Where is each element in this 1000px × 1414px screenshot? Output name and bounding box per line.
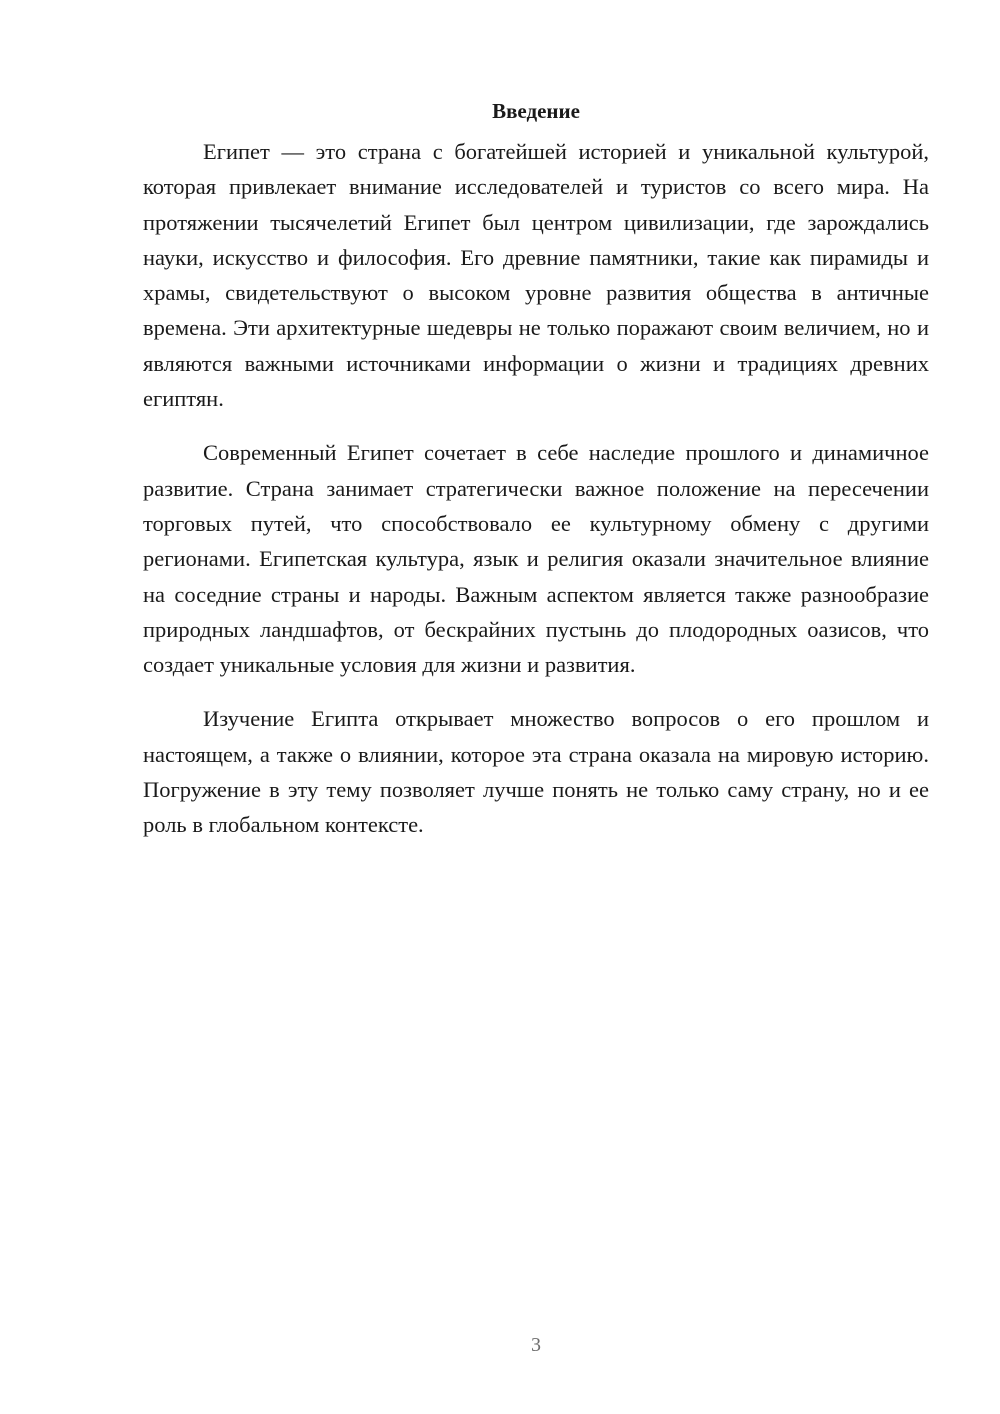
page-content xyxy=(143,96,929,862)
paragraph-2: Современный Египет сочетает в себе наследие прошлого и динамичное развитие. Страна занимает стратегически важное положение на пересечении торговых путей, что способствовало ее культурному обмену с другими регионами. Египетская культура, язык и религия оказали значительное влияние на соседние страны и народы. Важным аспектом является также разнообразие природных ландшафтов, от бескрайних пустынь до плодородных оазисов, что создает уникальные условия для жизни и развития. xyxy=(143,440,929,678)
paragraph-3: Изучение Египта открывает множество вопросов о его прошлом и настоящем, а также о влиянии, которое эта страна оказала на мировую историю. Погружение в эту тему позволяет лучше понять не только саму страну, но и ее роль в глобальном контексте. xyxy=(143,706,929,838)
section-heading: Введение xyxy=(492,99,580,123)
page-number: 3 xyxy=(531,1334,541,1356)
paragraph-1: Египет — это страна с богатейшей историей и уникальной культурой, которая привлекает внимание исследователей и туристов со всего мира. На протяжении тысячелетий Египет был центром цивилизации, где зарождались науки, искусство и философия. Его древние памятники, такие как пирамиды и храмы, свидетельствуют о высоком уровне развития общества в античные времена. Эти архитектурные шедевры не только поражают своим величием, но и являются важными источниками информации о жизни и традициях древних египтян. xyxy=(143,139,929,412)
